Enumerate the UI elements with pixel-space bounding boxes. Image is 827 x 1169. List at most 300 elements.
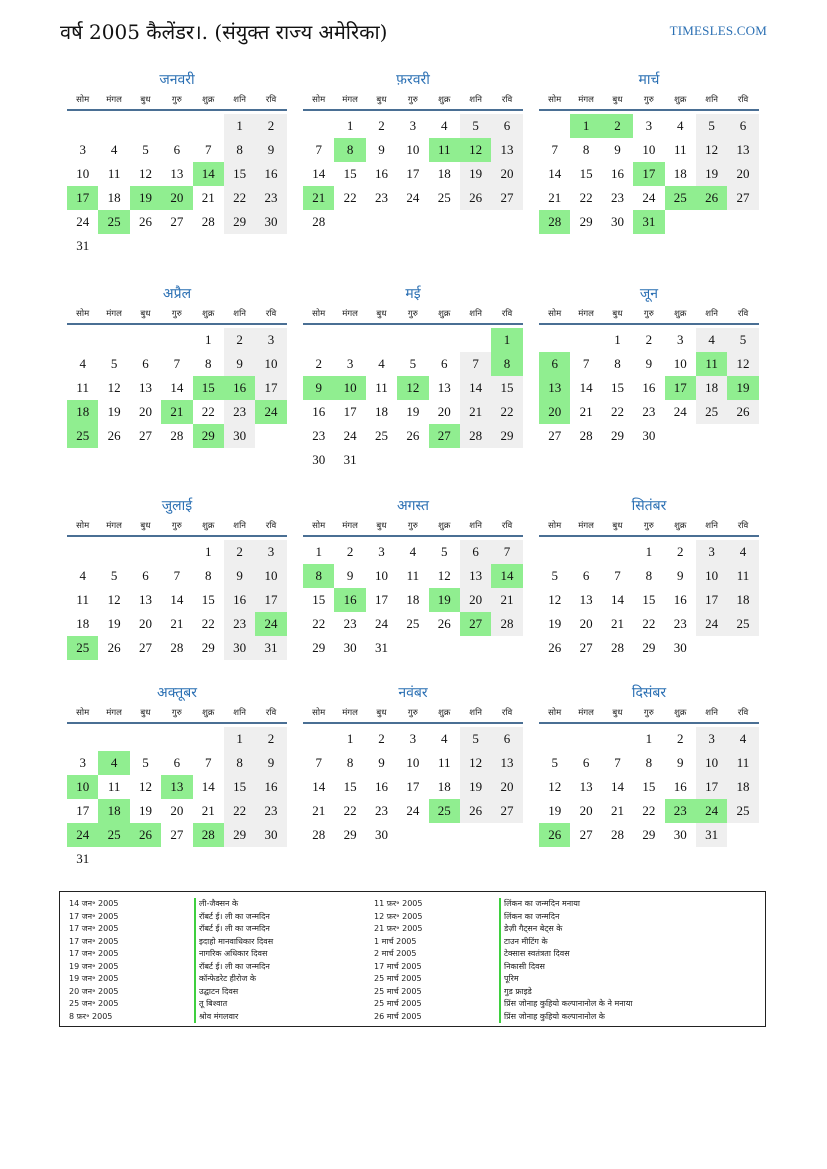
day-cell: 20 (727, 162, 758, 186)
day-cell: 2 (602, 114, 633, 138)
day-cell: 31 (696, 823, 727, 847)
empty-cell (98, 328, 129, 352)
holiday-date: 11 फ़र॰ 2005 (374, 899, 423, 908)
day-cell: 18 (374, 404, 388, 419)
legend-names-col-2 (499, 898, 632, 1023)
holiday-date: 8 फ़र॰ 2005 (69, 1011, 113, 1021)
day-cell: 23 (224, 400, 255, 424)
month-name: जुलाई (161, 498, 193, 514)
day-cell: 15 (610, 380, 624, 395)
day-cell: 13 (161, 775, 192, 799)
holiday-name: रॉबर्ट ई। ली का जन्मदिन (194, 923, 273, 936)
weekday-label: शनि (233, 95, 246, 105)
weekday-label: गुरु (643, 708, 654, 718)
day-cell: 29 (610, 428, 624, 443)
weekday-label: गुरु (407, 708, 418, 718)
weekday-label: रवि (265, 309, 277, 319)
day-cell: 30 (673, 640, 687, 655)
day-cell: 27 (460, 612, 491, 636)
day-cell: 1 (645, 544, 653, 559)
weekday-label: गुरु (643, 309, 654, 319)
day-cell: 21 (161, 400, 192, 424)
day-cell: 3 (645, 118, 653, 133)
page-title: वर्ष 2005 कैलेंडर।. (संयुक्त राज्य अमेरिका) (60, 20, 388, 44)
holiday-date: 19 जन॰ 2005 (69, 974, 119, 983)
empty-cell (98, 540, 129, 564)
empty-cell (130, 727, 161, 751)
day-cell: 2 (224, 328, 255, 352)
day-cell: 9 (378, 755, 385, 770)
days-grid (539, 540, 759, 660)
day-cell: 25 (696, 400, 727, 424)
day-cell: 23 (255, 799, 286, 823)
day-cell: 24 (673, 404, 687, 419)
day-cell: 15 (642, 592, 656, 607)
weekday-label: शनि (469, 309, 482, 319)
day-cell: 8 (205, 568, 212, 583)
day-cell: 24 (76, 214, 90, 229)
day-cell: 24 (67, 823, 98, 847)
days-grid (539, 727, 759, 847)
day-cell: 14 (170, 592, 184, 607)
day-cell: 5 (409, 356, 417, 371)
holiday-date: 25 मार्च 2005 (374, 999, 422, 1008)
day-cell: 19 (130, 186, 161, 210)
day-cell: 6 (491, 727, 522, 751)
day-cell: 10 (67, 775, 98, 799)
day-cell: 3 (409, 731, 417, 746)
day-cell: 22 (579, 190, 593, 205)
day-cell: 4 (98, 751, 129, 775)
day-cell: 15 (312, 592, 326, 607)
day-cell: 13 (539, 376, 570, 400)
day-cell: 7 (551, 142, 558, 157)
day-cell: 31 (633, 210, 664, 234)
day-cell: 19 (107, 616, 121, 631)
weekday-label: गुरु (171, 521, 182, 531)
day-cell: 14 (610, 592, 624, 607)
day-cell: 17 (406, 779, 420, 794)
day-cell: 17 (374, 592, 388, 607)
day-cell: 20 (491, 775, 522, 799)
day-cell: 30 (374, 827, 388, 842)
day-cell: 9 (677, 755, 684, 770)
empty-cell (67, 328, 98, 352)
day-cell: 17 (343, 404, 357, 419)
weekday-label: बुध (612, 309, 623, 319)
day-cell: 13 (138, 592, 152, 607)
day-cell: 22 (312, 616, 326, 631)
day-cell: 15 (224, 162, 255, 186)
day-cell: 12 (138, 166, 152, 181)
day-cell: 20 (460, 588, 491, 612)
day-cell: 15 (201, 592, 215, 607)
day-cell: 19 (138, 803, 152, 818)
weekday-header (539, 705, 759, 724)
weekday-label: सोम (548, 708, 562, 718)
day-cell: 7 (315, 142, 322, 157)
day-cell: 11 (673, 142, 687, 157)
day-cell: 2 (224, 540, 255, 564)
day-cell: 6 (173, 755, 181, 770)
weekday-label: शनि (705, 309, 718, 319)
day-cell: 21 (201, 803, 215, 818)
day-cell: 14 (193, 162, 224, 186)
day-cell: 2 (255, 114, 286, 138)
weekday-header (539, 92, 759, 111)
day-cell: 12 (107, 592, 121, 607)
weekday-label: रवि (265, 708, 277, 718)
weekday-label: सोम (548, 521, 562, 531)
day-cell: 31 (76, 238, 90, 253)
day-cell: 23 (255, 186, 286, 210)
weekday-label: सोम (312, 521, 326, 531)
day-cell: 21 (491, 588, 522, 612)
empty-cell (161, 727, 192, 751)
day-cell: 25 (727, 612, 758, 636)
day-cell: 3 (696, 727, 727, 751)
days-grid (303, 328, 523, 472)
weekday-label: गुरु (407, 309, 418, 319)
day-cell: 28 (610, 827, 624, 842)
weekday-label: शनि (705, 708, 718, 718)
day-cell: 7 (614, 755, 621, 770)
day-cell: 22 (224, 799, 255, 823)
day-cell: 18 (107, 190, 121, 205)
day-cell: 7 (460, 352, 491, 376)
day-cell: 11 (437, 755, 451, 770)
day-cell: 22 (610, 404, 624, 419)
day-cell: 26 (548, 640, 562, 655)
weekday-label: बुध (140, 95, 151, 105)
empty-cell (98, 114, 129, 138)
day-cell: 22 (642, 803, 656, 818)
month-block (67, 496, 287, 660)
day-cell: 16 (642, 380, 656, 395)
day-cell: 12 (460, 138, 491, 162)
day-cell: 11 (107, 166, 121, 181)
holiday-date: 12 फ़र॰ 2005 (374, 911, 423, 921)
day-cell: 30 (224, 424, 255, 448)
day-cell: 10 (696, 751, 727, 775)
empty-cell (602, 540, 633, 564)
weekday-label: गुरु (643, 95, 654, 105)
day-cell: 28 (193, 823, 224, 847)
empty-cell (539, 727, 570, 751)
day-cell: 21 (201, 190, 215, 205)
days-grid (303, 114, 523, 234)
day-cell: 14 (579, 380, 593, 395)
day-cell: 3 (409, 118, 417, 133)
day-cell: 19 (107, 404, 121, 419)
weekday-label: मंगल (106, 309, 122, 319)
day-cell: 10 (642, 142, 656, 157)
day-cell: 23 (673, 616, 687, 631)
day-cell: 11 (76, 380, 89, 395)
day-cell: 28 (579, 428, 593, 443)
weekday-label: मंगल (342, 708, 358, 718)
weekday-label: गुरु (407, 521, 418, 531)
day-cell: 20 (437, 404, 451, 419)
month-name: अप्रैल (162, 286, 192, 302)
day-cell: 27 (170, 827, 184, 842)
day-cell: 24 (374, 616, 388, 631)
day-cell: 17 (665, 376, 696, 400)
legend-dates-col-1 (69, 898, 118, 1023)
day-cell: 11 (727, 564, 758, 588)
day-cell: 18 (673, 166, 687, 181)
day-cell: 17 (76, 803, 90, 818)
day-cell: 20 (138, 616, 152, 631)
day-cell: 25 (98, 823, 129, 847)
day-cell: 9 (255, 138, 286, 162)
empty-cell (397, 328, 428, 352)
weekday-label: मंगल (342, 95, 358, 105)
day-cell: 2 (378, 118, 385, 133)
day-cell: 18 (727, 775, 758, 799)
day-cell: 13 (579, 779, 593, 794)
day-cell: 30 (255, 210, 286, 234)
holiday-date: 17 जन॰ 2005 (69, 936, 119, 946)
day-cell: 21 (303, 186, 334, 210)
empty-cell (539, 328, 570, 352)
weekday-label: मंगल (578, 309, 594, 319)
holiday-date: 17 जन॰ 2005 (69, 924, 119, 933)
empty-cell (130, 540, 161, 564)
day-cell: 4 (110, 142, 118, 157)
weekday-header (67, 705, 287, 724)
weekday-label: मंगल (342, 521, 358, 531)
day-cell: 6 (460, 540, 491, 564)
day-cell: 28 (491, 612, 522, 636)
weekday-label: शनि (233, 708, 246, 718)
day-cell: 23 (224, 612, 255, 636)
holiday-name: रॉबर्ट ई। ली का जन्मदिन (194, 961, 273, 974)
days-grid (67, 540, 287, 660)
day-cell: 10 (406, 142, 420, 157)
weekday-label: शनि (233, 521, 246, 531)
day-cell: 1 (315, 544, 322, 559)
day-cell: 15 (224, 775, 255, 799)
day-cell: 5 (460, 114, 491, 138)
day-cell: 8 (224, 138, 255, 162)
holiday-name: श्रोव मंगलवार (194, 1011, 273, 1024)
day-cell: 1 (205, 332, 212, 347)
day-cell: 31 (255, 636, 286, 660)
day-cell: 18 (727, 588, 758, 612)
weekday-label: रवि (265, 95, 277, 105)
day-cell: 1 (224, 727, 255, 751)
site-link[interactable]: TIMESLES.COM (669, 23, 767, 38)
empty-cell (366, 328, 397, 352)
day-cell: 6 (727, 114, 758, 138)
day-cell: 20 (579, 616, 593, 631)
day-cell: 3 (255, 328, 286, 352)
day-cell: 19 (429, 588, 460, 612)
day-cell: 30 (673, 827, 687, 842)
month-block (303, 683, 523, 847)
day-cell: 29 (201, 640, 215, 655)
day-cell: 2 (315, 356, 322, 371)
weekday-label: शनि (469, 521, 482, 531)
day-cell: 12 (437, 568, 451, 583)
day-cell: 28 (201, 214, 215, 229)
day-cell: 26 (130, 823, 161, 847)
day-cell: 7 (205, 142, 212, 157)
day-cell: 13 (579, 592, 593, 607)
day-cell: 27 (548, 428, 562, 443)
day-cell: 28 (312, 214, 326, 229)
weekday-label: सोम (548, 95, 562, 105)
empty-cell (334, 328, 365, 352)
day-cell: 26 (460, 186, 491, 210)
day-cell: 13 (727, 138, 758, 162)
day-cell: 4 (441, 731, 448, 746)
holiday-date: 21 फ़र॰ 2005 (374, 924, 423, 933)
day-cell: 9 (378, 142, 385, 157)
holiday-name: रॉबर्ट ई। ली का जन्मदिन (194, 911, 273, 924)
day-cell: 23 (374, 190, 388, 205)
day-cell: 13 (460, 564, 491, 588)
weekday-label: शनि (469, 708, 482, 718)
day-cell: 14 (610, 779, 624, 794)
day-cell: 27 (579, 640, 593, 655)
weekday-label: बुध (140, 708, 151, 718)
holiday-name: लिंकन का जन्मदिन मनाया (499, 898, 632, 911)
days-grid (539, 328, 759, 448)
day-cell: 10 (374, 568, 388, 583)
day-cell: 22 (224, 186, 255, 210)
day-cell: 23 (312, 428, 326, 443)
day-cell: 14 (460, 376, 491, 400)
day-cell: 5 (441, 544, 448, 559)
day-cell: 9 (224, 352, 255, 376)
holiday-name: नागरिक अधिकार दिवस (194, 948, 273, 961)
empty-cell (161, 328, 192, 352)
day-cell: 4 (409, 544, 417, 559)
day-cell: 19 (548, 803, 562, 818)
day-cell: 15 (642, 779, 656, 794)
month-name: मार्च (638, 72, 660, 88)
day-cell: 25 (98, 210, 129, 234)
day-cell: 27 (491, 799, 522, 823)
day-cell: 17 (696, 588, 727, 612)
month-name: मई (405, 286, 421, 302)
day-cell: 21 (579, 404, 593, 419)
weekday-label: बुध (376, 309, 387, 319)
day-cell: 25 (437, 190, 451, 205)
day-cell: 23 (610, 190, 624, 205)
day-cell: 10 (673, 356, 687, 371)
month-block (539, 70, 759, 234)
day-cell: 4 (441, 118, 448, 133)
weekday-label: बुध (612, 521, 623, 531)
day-cell: 6 (491, 114, 522, 138)
day-cell: 28 (539, 210, 570, 234)
day-cell: 9 (645, 356, 653, 371)
day-cell: 13 (170, 166, 184, 181)
day-cell: 24 (343, 428, 357, 443)
empty-cell (303, 328, 334, 352)
day-cell: 1 (614, 332, 621, 347)
weekday-label: गुरु (171, 95, 182, 105)
day-cell: 18 (696, 376, 727, 400)
day-cell: 6 (173, 142, 181, 157)
month-name: सितंबर (631, 498, 667, 514)
day-cell: 27 (429, 424, 460, 448)
day-cell: 8 (224, 751, 255, 775)
empty-cell (570, 540, 601, 564)
day-cell: 10 (696, 564, 727, 588)
weekday-label: बुध (612, 95, 623, 105)
day-cell: 1 (205, 544, 212, 559)
day-cell: 2 (677, 544, 684, 559)
weekday-label: रवि (737, 708, 749, 718)
day-cell: 13 (491, 138, 522, 162)
weekday-label: शुक्र (202, 708, 215, 718)
day-cell: 12 (696, 138, 727, 162)
day-cell: 7 (614, 568, 621, 583)
day-cell: 21 (460, 400, 491, 424)
day-cell: 31 (343, 452, 357, 467)
empty-cell (98, 727, 129, 751)
day-cell: 5 (142, 142, 149, 157)
day-cell: 15 (579, 166, 593, 181)
weekday-label: शनि (469, 95, 482, 105)
day-cell: 4 (79, 356, 86, 371)
holiday-date: 17 जन॰ 2005 (69, 911, 119, 921)
day-cell: 3 (696, 540, 727, 564)
month-block (67, 683, 287, 871)
day-cell: 11 (696, 352, 727, 376)
month-block (303, 70, 523, 234)
day-cell: 5 (460, 727, 491, 751)
day-cell: 28 (170, 640, 184, 655)
weekday-label: शुक्र (674, 708, 687, 718)
day-cell: 5 (142, 755, 149, 770)
holiday-date: 25 जन॰ 2005 (69, 999, 119, 1008)
holiday-date: 25 मार्च 2005 (374, 974, 422, 983)
holiday-name: निकासी दिवस (499, 961, 632, 974)
day-cell: 25 (67, 424, 98, 448)
holiday-name: लिंकन का जन्मदिन (499, 911, 632, 924)
holiday-legend (59, 891, 766, 1027)
month-name: दिसंबर (631, 685, 667, 701)
day-cell: 14 (170, 380, 184, 395)
weekday-label: रवि (501, 309, 513, 319)
day-cell: 30 (224, 636, 255, 660)
holiday-name: उद्घाटन दिवस (194, 986, 273, 999)
day-cell: 24 (255, 400, 286, 424)
day-cell: 29 (491, 424, 522, 448)
day-cell: 7 (173, 568, 181, 583)
day-cell: 28 (460, 424, 491, 448)
holiday-name: टेक्सास स्वतंत्रता दिवस (499, 948, 632, 961)
day-cell: 7 (315, 755, 322, 770)
day-cell: 26 (460, 799, 491, 823)
weekday-label: शुक्र (202, 309, 215, 319)
day-cell: 23 (343, 616, 357, 631)
day-cell: 27 (138, 640, 152, 655)
day-cell: 16 (255, 162, 286, 186)
day-cell: 30 (610, 214, 624, 229)
weekday-header (67, 92, 287, 111)
holiday-name: तू बिश्वात (194, 998, 273, 1011)
weekday-header (303, 306, 523, 325)
weekday-label: सोम (548, 309, 562, 319)
weekday-label: शुक्र (438, 309, 451, 319)
weekday-label: सोम (76, 95, 90, 105)
